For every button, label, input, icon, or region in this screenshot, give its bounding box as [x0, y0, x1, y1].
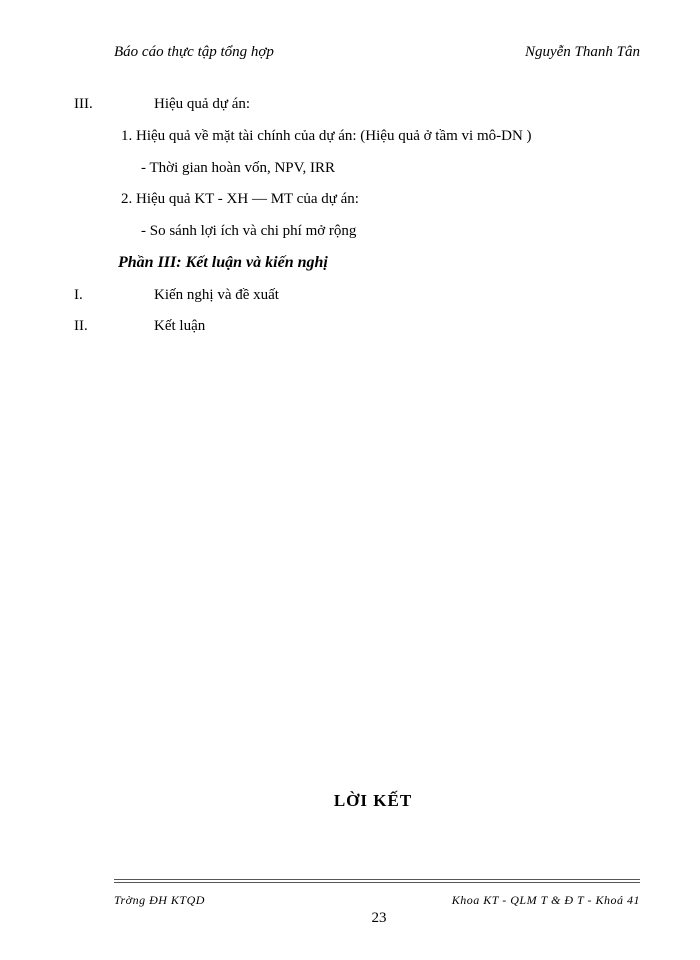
part-item-text: Kiến nghị và đề xuất [154, 287, 279, 303]
part-item-numeral: I. [74, 287, 83, 303]
part-heading: Phần III: Kết luận và kiến nghị [118, 254, 328, 271]
footer-divider [114, 879, 640, 880]
closing-title: LỜI KẾT [333, 791, 413, 810]
footer-divider [114, 882, 640, 883]
footer-faculty: Khoa KT - QLM T & Đ T - Khoá 41 [451, 893, 640, 907]
section-title: Hiệu quả dự án: [154, 96, 251, 112]
bullet-financial-metrics: - Thời gian hoàn vốn, NPV, IRR [141, 160, 336, 176]
header-report-title: Báo cáo thực tập tổng hợp [114, 44, 274, 60]
bullet-cost-benefit: - So sánh lợi ích và chi phí mở rộng [141, 223, 357, 239]
footer-university: Trờng ĐH KTQD [114, 893, 205, 907]
subsection-socioeconomic: 2. Hiệu quả KT - XH — MT của dự án: [121, 191, 359, 207]
page-number: 23 [371, 910, 387, 926]
part-item-numeral: II. [74, 318, 88, 334]
section-numeral: III. [74, 96, 93, 112]
header-author: Nguyễn Thanh Tân [524, 44, 640, 60]
subsection-financial: 1. Hiệu quả về mặt tài chính của dự án: (Hiệu quả ở tầm vi mô-DN ) [121, 128, 532, 144]
part-item-text: Kết luận [154, 318, 206, 334]
